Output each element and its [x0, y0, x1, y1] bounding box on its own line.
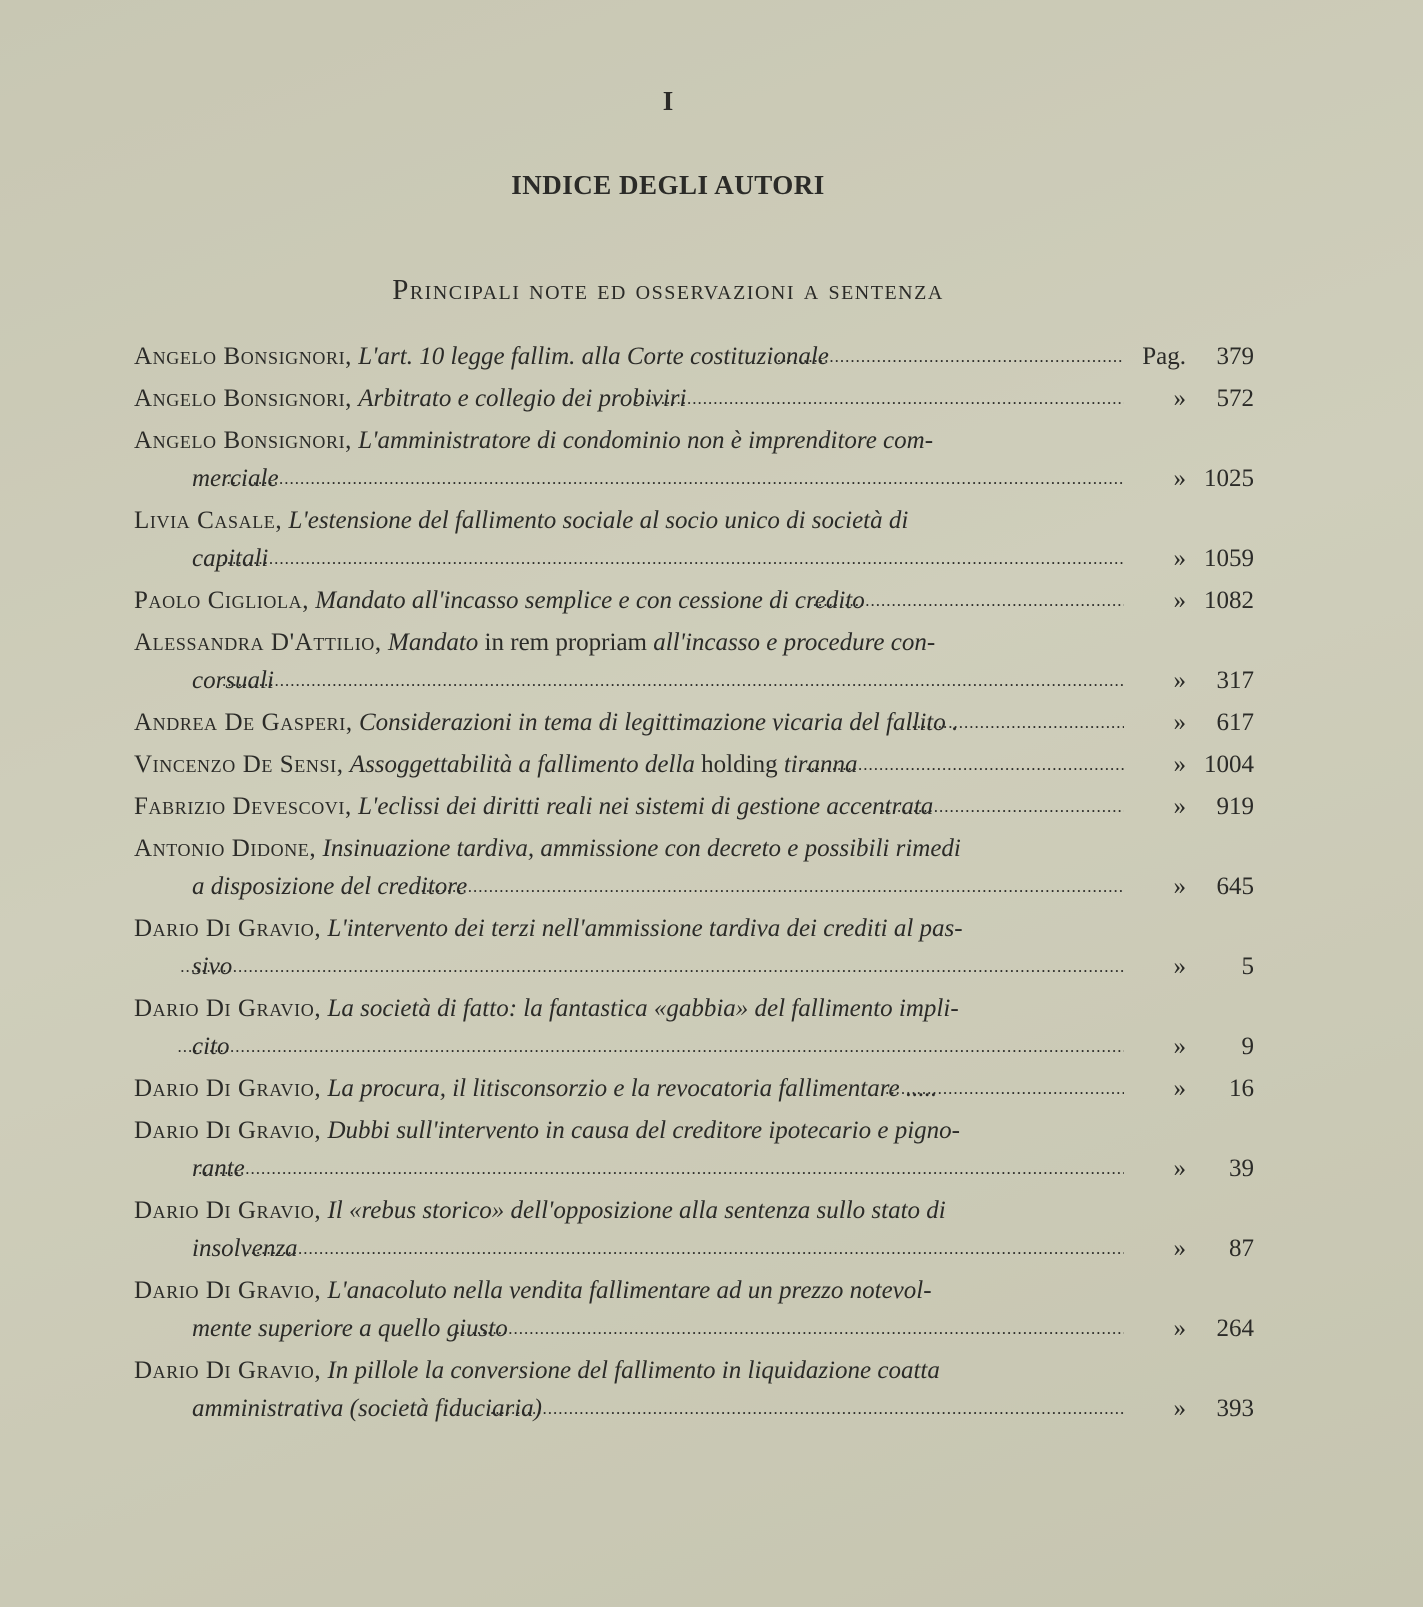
page-reference: 919 [1216, 793, 1254, 820]
page-number: I [662, 86, 674, 116]
page-marker: » [1173, 873, 1186, 900]
page-reference: 16 [1229, 1075, 1254, 1102]
entry-title-segment: amministrativa (società fiduciaria) ..... [192, 1395, 542, 1422]
entry-title-segment: capitali ..... [192, 545, 268, 572]
entry-author: Antonio Didone, [134, 835, 317, 862]
entry-text [134, 830, 1124, 906]
entry-author: Andrea De Gasperi, [134, 709, 353, 736]
entry-text [134, 990, 1124, 1066]
entry-text [134, 746, 1124, 784]
entry-title-segment: Arbitrato e collegio dei probiviri ..... [358, 385, 686, 412]
index-entry [134, 1192, 1254, 1268]
page-marker: » [1173, 793, 1186, 820]
entry-text [134, 788, 1124, 826]
entry-text [134, 704, 1124, 742]
page-marker: » [1173, 1155, 1186, 1182]
entry-title-segment: all'incasso e procedure con- [653, 629, 936, 656]
page-reference: 1004 [1204, 751, 1254, 778]
page-reference: 1025 [1204, 465, 1254, 492]
page-marker: » [1173, 709, 1186, 736]
entry-author: Dario Di Gravio, [134, 1117, 322, 1144]
index-entry [134, 338, 1254, 376]
index-entry [134, 624, 1254, 700]
entry-text [134, 1070, 1124, 1108]
entry-title-segment: insolvenza ..... [192, 1235, 298, 1262]
index-entry [134, 830, 1254, 906]
entry-author: Dario Di Gravio, [134, 915, 322, 942]
entry-title-segment: tiranna ..... [784, 751, 858, 778]
entry-author: Dario Di Gravio, [134, 1357, 322, 1384]
entry-title-segment: Considerazioni in tema di legittimazione vicaria del fallito . ..... [359, 709, 958, 736]
page-reference: 645 [1216, 873, 1254, 900]
page-marker: » [1173, 385, 1186, 412]
entry-author: Fabrizio Devescovi, [134, 793, 352, 820]
entry-text [134, 380, 1124, 418]
index-entry [134, 746, 1254, 784]
page-reference: 264 [1216, 1315, 1254, 1342]
entry-author: Angelo Bonsignori, [134, 385, 353, 412]
entry-title-segment: cito ..... [192, 1033, 230, 1060]
entry-title-segment: L'anacoluto nella vendita fallimentare ad un prezzo notevol- [327, 1277, 932, 1304]
index-entry [134, 990, 1254, 1066]
page-reference: 39 [1229, 1155, 1254, 1182]
entry-author: Dario Di Gravio, [134, 1075, 322, 1102]
page-reference: 9 [1241, 1033, 1254, 1060]
entry-title-segment: La procura, il litisconsorzio e la revocatoria fallimentare ..... ..... [327, 1075, 937, 1102]
page-reference: 617 [1216, 709, 1254, 736]
index-title: INDICE DEGLI AUTORI [511, 170, 825, 200]
page-reference: 5 [1241, 953, 1254, 980]
entry-author: Vincenzo De Sensi, [134, 751, 344, 778]
page-marker: » [1173, 1315, 1186, 1342]
index-entry [134, 380, 1254, 418]
entry-title-segment: L'estensione del fallimento sociale al socio unico di società di [288, 507, 909, 534]
entry-text [134, 1352, 1124, 1428]
index-entry [134, 1070, 1254, 1108]
page-marker: » [1173, 1033, 1186, 1060]
entry-author: Paolo Cigliola, [134, 587, 310, 614]
entry-author: Livia Casale, [134, 507, 283, 534]
entry-title-segment: sivo ..... [192, 953, 232, 980]
entry-author: Dario Di Gravio, [134, 995, 322, 1022]
entry-text [134, 502, 1124, 578]
entry-title-segment: L'amministratore di condominio non è imprenditore com- [358, 427, 934, 454]
page-reference: 1082 [1204, 587, 1254, 614]
entry-text [134, 338, 1124, 376]
index-entry [134, 1112, 1254, 1188]
entry-author: Dario Di Gravio, [134, 1197, 322, 1224]
page-marker: » [1173, 545, 1186, 572]
entry-title-segment: Dubbi sull'intervento in causa del creditore ipotecario e pigno- [327, 1117, 960, 1144]
entry-text [134, 910, 1124, 986]
entry-title-segment: L'intervento dei terzi nell'ammissione tardiva dei crediti al pas- [327, 915, 963, 942]
entry-author: Angelo Bonsignori, [134, 427, 353, 454]
page-reference: 572 [1216, 385, 1254, 412]
entry-text [134, 1192, 1124, 1268]
entry-title-segment: In pillole la conversione del fallimento in liquidazione coatta [327, 1357, 940, 1384]
author-index-list [134, 338, 1254, 1432]
entry-text [134, 1112, 1124, 1188]
page-marker: » [1173, 1075, 1186, 1102]
index-entry [134, 704, 1254, 742]
entry-title-segment: Il «rebus storico» dell'opposizione alla sentenza sullo stato di [327, 1197, 946, 1224]
page-marker: » [1173, 465, 1186, 492]
entry-text [134, 422, 1124, 498]
entry-author: Dario Di Gravio, [134, 1277, 322, 1304]
entry-title-segment: holding [694, 751, 784, 778]
entry-title-segment: Mandato all'incasso semplice e con cessione di credito ..... [315, 587, 864, 614]
entry-text [134, 1272, 1124, 1348]
page-marker: Pag. [1142, 343, 1186, 370]
index-entry [134, 910, 1254, 986]
page-reference: 317 [1216, 667, 1254, 694]
page-reference: 379 [1216, 343, 1254, 370]
entry-title-segment: mente superiore a quello giusto ..... [192, 1315, 508, 1342]
index-entry [134, 1272, 1254, 1348]
index-entry [134, 422, 1254, 498]
index-entry [134, 788, 1254, 826]
entry-title-segment: L'art. 10 legge fallim. alla Corte costituzionale ..... [358, 343, 829, 370]
index-entry [134, 502, 1254, 578]
entry-title-segment: a disposizione del creditore ..... [192, 873, 467, 900]
page-marker: » [1173, 953, 1186, 980]
entry-title-segment: in rem propriam [478, 629, 654, 656]
entry-author: Alessandra D'Attilio, [134, 629, 382, 656]
entry-title-segment: Mandato [388, 629, 479, 656]
entry-title-segment: L'eclissi dei diritti reali nei sistemi di gestione accentrata ..... [358, 793, 933, 820]
page-reference: 1059 [1204, 545, 1254, 572]
section-subtitle: Principali note ed osservazioni a sentenza [392, 274, 944, 306]
index-entry [134, 1352, 1254, 1428]
page-reference: 87 [1229, 1235, 1254, 1262]
entry-title-segment: Insinuazione tardiva, ammissione con decreto e possibili rimedi [322, 835, 961, 862]
entry-author: Angelo Bonsignori, [134, 343, 353, 370]
entry-title-segment: rante ..... [192, 1155, 245, 1182]
entry-title-segment: corsuali ..... [192, 667, 274, 694]
page-marker: » [1173, 587, 1186, 614]
page-marker: » [1173, 1235, 1186, 1262]
index-entry [134, 582, 1254, 620]
page-marker: » [1173, 667, 1186, 694]
page-marker: » [1173, 1395, 1186, 1422]
entry-text [134, 582, 1124, 620]
entry-title-segment: Assoggettabilità a fallimento della [349, 751, 695, 778]
page-marker: » [1173, 751, 1186, 778]
entry-title-segment: La società di fatto: la fantastica «gabbia» del fallimento impli- [327, 995, 959, 1022]
page-reference: 393 [1216, 1395, 1254, 1422]
entry-text [134, 624, 1124, 700]
entry-title-segment: merciale ..... [192, 465, 279, 492]
